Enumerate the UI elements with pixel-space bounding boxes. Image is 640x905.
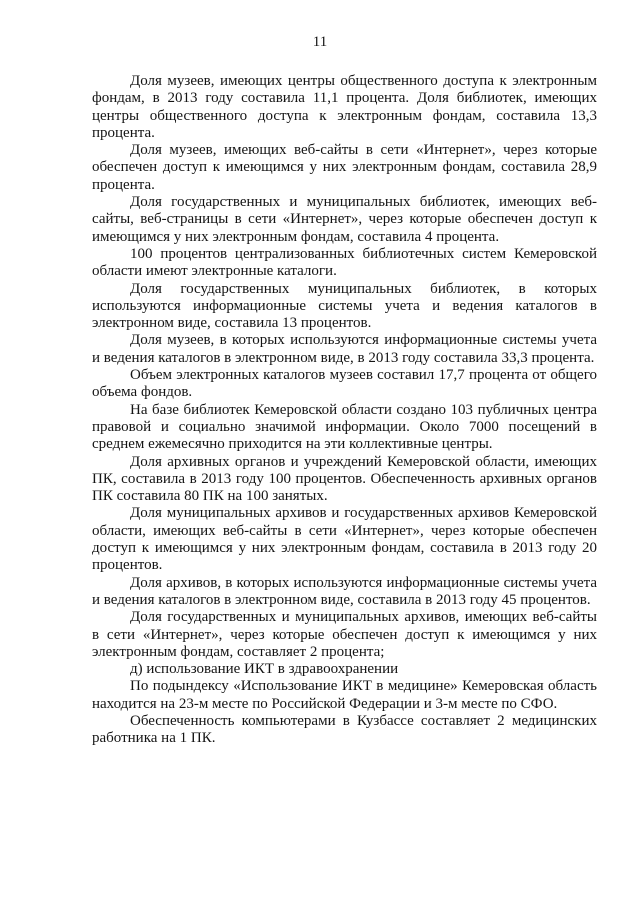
paragraph-museum-catalog-volume: Объем электронных каталогов музеев составил 17,7 процента от общего объема фондов. (92, 367, 597, 401)
paragraph-library-catalogs: 100 процентов централизованных библиотечных систем Кемеровской области имеют электронные каталоги. (92, 245, 597, 280)
paragraph-archives-websites: Доля муниципальных архивов и государственных архивов Кемеровской области, имеющих веб-сайты в сети «Интернет», через которые обеспечен доступ к имеющимся у них электронным фондам, составила в 2013 году 20 процентов. (92, 505, 597, 574)
paragraph-archives-info-systems: Доля архивов, в которых используются информационные системы учета и ведения каталогов в электронном виде, составила в 2013 году 45 процентов. (92, 574, 597, 608)
paragraph-computer-provision: Обеспеченность компьютерами в Кузбассе составляет 2 медицинских работника на 1 ПК. (92, 712, 597, 747)
document-body (92, 73, 597, 748)
paragraph-museums-public-access: Доля музеев, имеющих центры общественного доступа к электронным фондам, в 2013 году составила 11,1 процента. Доля библиотек, имеющих центры общественного доступа к электронным фондам, составила 13,3 процента. (92, 73, 597, 141)
paragraph-libraries-info-systems: Доля государственных муниципальных библиотек, в которых используются информационные системы учета и ведения каталогов в электронном виде, составила 13 процентов. (92, 280, 597, 332)
paragraph-medicine-subindex: По подындексу «Использование ИКТ в медицине» Кемеровская область находится на 23-м месте по Российской Федерации и 3-м месте по СФО. (92, 678, 597, 712)
paragraph-libraries-websites: Доля государственных и муниципальных библиотек, имеющих веб-сайты, веб-страницы в сети «Интернет», через которые обеспечен доступ к имеющимся у них электронным фондам, составила 4 процента. (92, 194, 597, 245)
paragraph-legal-info-centers: На базе библиотек Кемеровской области создано 103 публичных центра правовой и социально значимой информации. Около 7000 посещений в среднем ежемесячно приходится на эти коллективные центры. (92, 401, 597, 453)
paragraph-museums-info-systems: Доля музеев, в которых используются информационные системы учета и ведения каталогов в электронном виде, в 2013 году составила 33,3 процента. (92, 332, 597, 366)
paragraph-archives-web-access: Доля государственных и муниципальных архивов, имеющих веб-сайты в сети «Интернет», через которые обеспечен доступ к имеющимся у них электронным фондам, составляет 2 процента; (92, 609, 597, 660)
paragraph-museums-websites: Доля музеев, имеющих веб-сайты в сети «Интернет», через которые обеспечен доступ к имеющимся у них электронным фондам, составила 28,9 процента. (92, 142, 597, 193)
section-heading-healthcare-ict: д) использование ИКТ в здравоохранении (130, 661, 399, 678)
paragraph-archives-pc: Доля архивных органов и учреждений Кемеровской области, имеющих ПК, составила в 2013 году 100 процентов. Обеспеченность архивных органов ПК составила 80 ПК на 100 занятых. (92, 453, 597, 505)
page-number: 11 (312, 34, 328, 50)
